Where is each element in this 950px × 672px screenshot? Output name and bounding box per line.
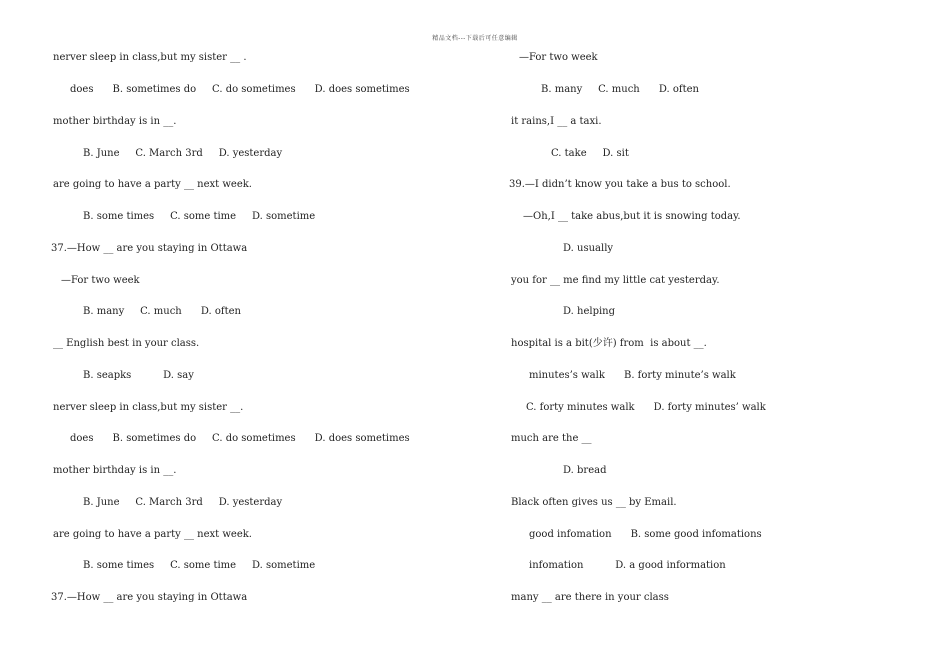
question-line: many __ are there in your class xyxy=(511,592,669,603)
page-header: 精品文档---下载后可任意编辑 xyxy=(432,35,518,42)
answer-options: good infomation B. some good infomations xyxy=(529,529,762,540)
question-line: —For two week xyxy=(61,275,140,286)
answer-options: B. seapks D. say xyxy=(83,370,194,381)
answer-options: B. June C. March 3rd D. yesterday xyxy=(83,497,283,508)
question-line: it rains,I __ a taxi. xyxy=(511,116,602,127)
answer-options: D. bread xyxy=(563,465,607,476)
answer-options: minutes’s walk B. forty minute’s walk xyxy=(529,370,736,381)
question-line: 37.—How __ are you staying in Ottawa xyxy=(51,592,248,603)
question-line: __ English best in your class. xyxy=(53,338,200,349)
question-line: —Oh,I __ take abus,but it is snowing today. xyxy=(523,211,741,222)
answer-options: C. forty minutes walk D. forty minutes’ walk xyxy=(526,402,766,413)
answer-options: C. take D. sit xyxy=(551,148,629,159)
answer-options: does B. sometimes do C. do sometimes D. does sometimes xyxy=(70,433,410,444)
question-line: are going to have a party __ next week. xyxy=(53,529,252,540)
answer-options: B. some times C. some time D. sometime xyxy=(83,211,316,222)
right-column xyxy=(475,0,950,672)
question-line: 39.—I didn’t know you take a bus to school. xyxy=(509,179,731,190)
question-line: nerver sleep in class,but my sister __. xyxy=(53,402,244,413)
answer-options: does B. sometimes do C. do sometimes D. does sometimes xyxy=(70,84,410,95)
answer-options: D. helping xyxy=(563,306,616,317)
question-line: you for __ me find my little cat yesterday. xyxy=(511,275,720,286)
answer-options: D. usually xyxy=(563,243,614,254)
question-line: mother birthday is in __. xyxy=(53,465,177,476)
question-line: hospital is a bit(少许) from is about __. xyxy=(511,338,707,349)
question-line: —For two week xyxy=(519,52,598,63)
answer-options: infomation D. a good information xyxy=(529,560,726,571)
question-line: nerver sleep in class,but my sister __ . xyxy=(53,52,247,63)
question-line: much are the __ xyxy=(511,433,592,444)
question-line: mother birthday is in __. xyxy=(53,116,177,127)
answer-options: B. many C. much D. often xyxy=(541,84,699,95)
answer-options: B. June C. March 3rd D. yesterday xyxy=(83,148,283,159)
question-line: are going to have a party __ next week. xyxy=(53,179,252,190)
answer-options: B. some times C. some time D. sometime xyxy=(83,560,316,571)
question-line: 37.—How __ are you staying in Ottawa xyxy=(51,243,248,254)
answer-options: B. many C. much D. often xyxy=(83,306,241,317)
question-line: Black often gives us __ by Email. xyxy=(511,497,677,508)
